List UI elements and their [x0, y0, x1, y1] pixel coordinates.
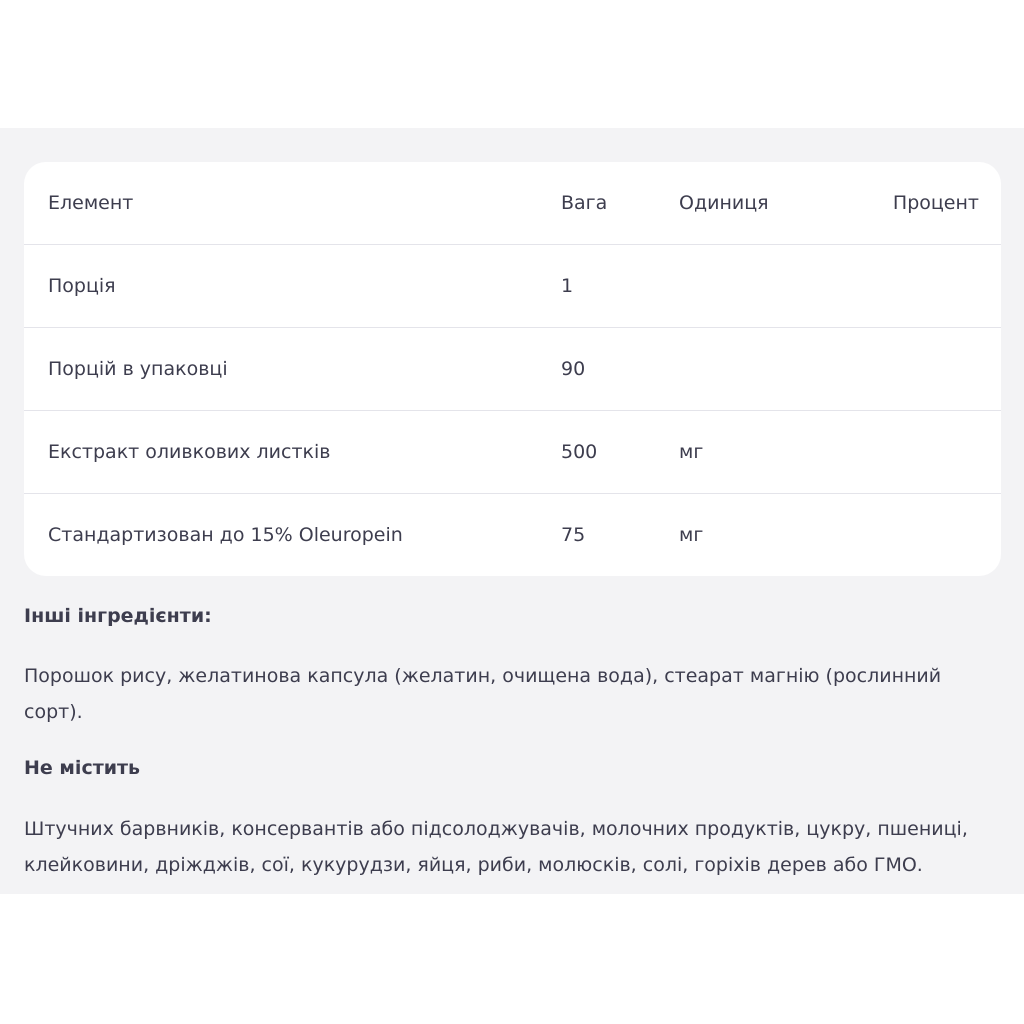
table-row — [24, 245, 1001, 328]
other-ingredients-heading: Інші інгредієнти: — [24, 605, 212, 627]
row-weight: 75 — [561, 524, 586, 546]
row-unit: мг — [679, 524, 704, 546]
header-percent: Процент — [892, 192, 979, 214]
table-row — [24, 494, 1001, 576]
row-element: Екстракт оливкових листків — [48, 441, 331, 463]
table-row — [24, 411, 1001, 494]
header-weight: Вага — [561, 192, 608, 214]
free-from-heading: Не містить — [24, 757, 141, 779]
free-from-text: Штучних барвників, консервантів або підсолоджувачів, молочних продуктів, цукру, пшениці, клейковини, дріжджів, сої, кукурудзи, яйця, риби, молюсків, солі, горіхів дерев або ГМО. — [24, 818, 968, 876]
table-row — [24, 328, 1001, 411]
row-weight: 90 — [561, 358, 586, 380]
other-ingredients-text: Порошок рису, желатинова капсула (желатин, очищена вода), стеарат магнію (рослинний сорт). — [24, 665, 942, 723]
row-weight: 500 — [561, 441, 598, 463]
row-element: Порція — [48, 275, 116, 297]
header-element: Елемент — [48, 192, 134, 214]
row-weight: 1 — [561, 275, 574, 297]
row-element: Стандартизован до 15% Oleuropein — [48, 524, 403, 546]
nutrition-table — [24, 162, 1001, 576]
table-header-row — [24, 162, 1001, 245]
row-element: Порцій в упаковці — [48, 358, 228, 380]
header-unit: Одиниця — [679, 192, 769, 214]
row-unit: мг — [679, 441, 704, 463]
